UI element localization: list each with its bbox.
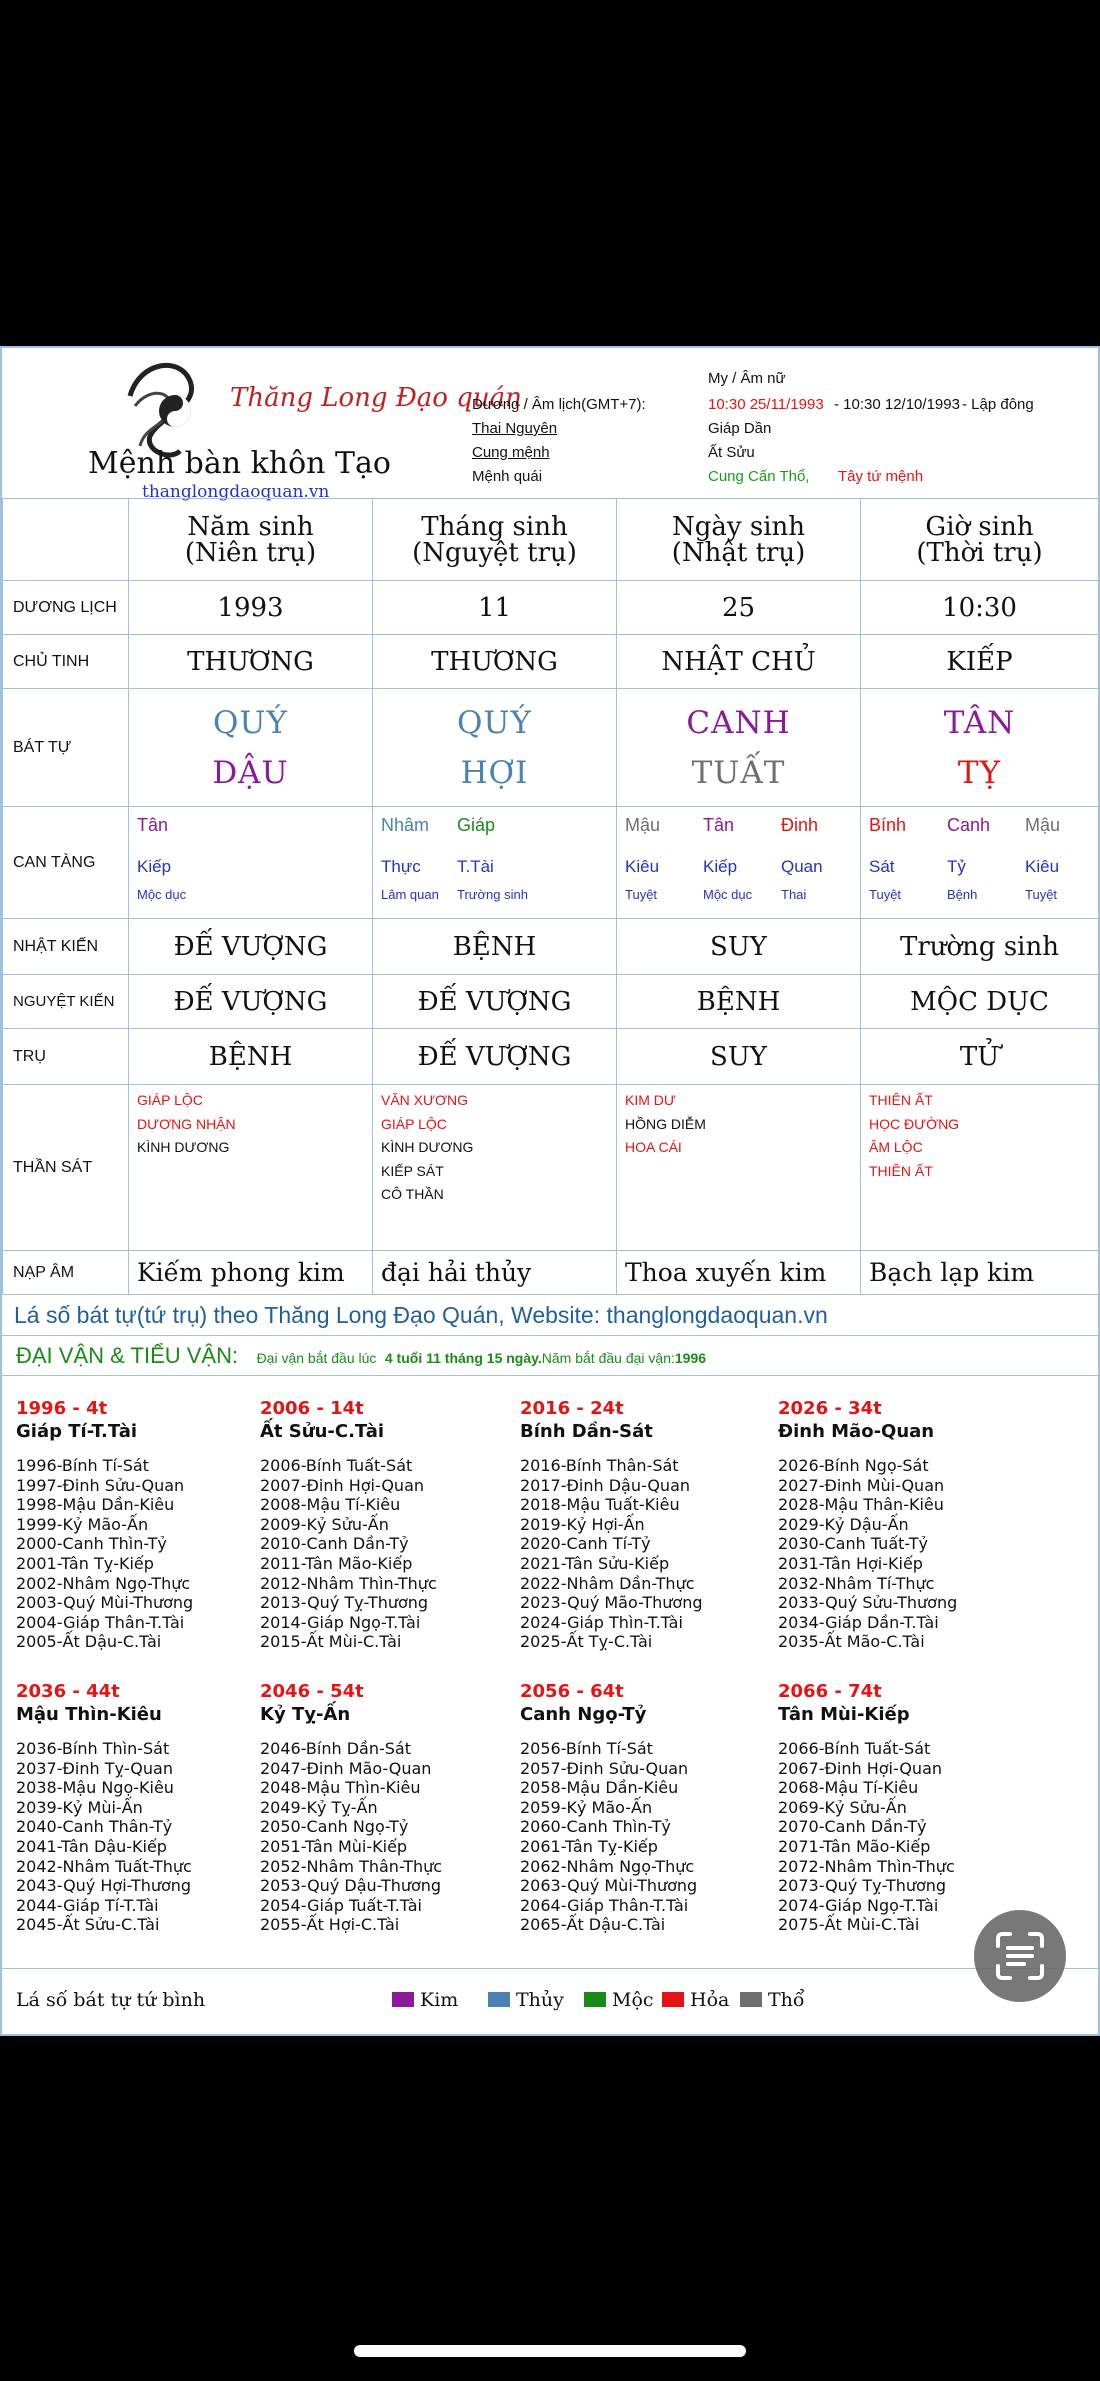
life-stage: Thai xyxy=(781,887,807,902)
nhat-kien-value: ĐẾ VƯỢNG xyxy=(129,919,373,975)
pillar-year xyxy=(129,689,373,807)
ten-god: Kiêu xyxy=(625,857,660,876)
row-label: NGUYỆT KIẾN xyxy=(3,975,129,1029)
row-nhat-kien xyxy=(3,919,1099,975)
cung-menh-value: Ất Sửu xyxy=(708,444,755,461)
hidden-stem: Đinh xyxy=(781,815,819,835)
col-hour: Giờ sinh (Thời trụ) xyxy=(861,499,1099,581)
bazi-chart-sheet xyxy=(0,346,1100,2036)
star-item: GIÁP LỘC xyxy=(137,1092,203,1108)
moc-swatch xyxy=(584,1992,606,2007)
earthly-branch: TỴ xyxy=(957,754,1002,791)
kim-swatch xyxy=(392,1992,414,2007)
row-label: NHẬT KIẾN xyxy=(3,919,129,975)
month-value: 11 xyxy=(373,581,617,635)
ten-god: T.Tài xyxy=(457,857,494,876)
ten-god: Kiêu xyxy=(1025,857,1060,876)
life-stage: Bệnh xyxy=(947,887,978,902)
cung-menh-label: Cung mệnh xyxy=(472,444,550,461)
element-legend xyxy=(2,1968,1098,2035)
star-item: DƯƠNG NHẬN xyxy=(137,1115,236,1132)
nguyet-kien-value: BỆNH xyxy=(617,975,861,1029)
life-stage: Lâm quan xyxy=(381,887,439,902)
life-stage: Tuyệt xyxy=(1025,887,1058,902)
year-list: 2036-Bính Thìn-Sát 2037-Đinh Tỵ-Quan 2038-Mậu Ngọ-Kiêu 2039-Kỷ Mùi-Ấn 2040-Canh Thân-Tỷ 2041-Tân Dậu-Kiếp 2042-Nhâm Tuất-Thực 2043-Quý Hợi-Thương 2044-Giáp Tí-T.Tài 2045-Ất Sửu-C.Tài xyxy=(16,1739,192,1935)
life-stage: Tuyệt xyxy=(869,887,902,902)
tru-value: TỬ xyxy=(861,1029,1099,1085)
row-label: CAN TÀNG xyxy=(3,807,129,919)
table-header-row xyxy=(3,499,1099,581)
star-item: KIẾP SÁT xyxy=(381,1162,444,1179)
row-chu-tinh xyxy=(3,635,1099,689)
text-scan-icon xyxy=(974,1910,1066,2002)
dai-van-start-year: 1996 xyxy=(674,1350,707,1366)
chu-tinh-value: THƯƠNG xyxy=(129,635,373,689)
year-list: 2006-Bính Tuất-Sát 2007-Đinh Hợi-Quan 2008-Mậu Tí-Kiêu 2009-Kỷ Sửu-Ấn 2010-Canh Dần-Tỷ 2011-Tân Mão-Kiếp 2012-Nhâm Thìn-Thực 2013-Quý Tỵ-Thương 2014-Giáp Ngọ-T.Tài 2015-Ất Mùi-C.Tài xyxy=(260,1456,437,1652)
pillars-table xyxy=(2,498,1099,1295)
hidden-stem: Tân xyxy=(137,815,169,835)
period-block: 2066 - 74t Tân Mùi-Kiếp 2066-Bính Tuất-Sát 2067-Đinh Hợi-Quan 2068-Mậu Tí-Kiêu 2069-Kỷ Sửu-Ấn 2070-Canh Dần-Tỷ 2071-Tân Mão-Kiếp 2072-Nhâm Thìn-Thực 2073-Quý Tỵ-Thương 2074-Giáp Ngọ-T.Tài 2075-Ất Mùi-C.Tài xyxy=(778,1681,1028,1935)
corner-cell xyxy=(3,499,129,581)
earthly-branch: DẬU xyxy=(212,754,289,791)
ten-god: Kiếp xyxy=(137,857,172,876)
star-item: HOA CÁI xyxy=(625,1139,682,1155)
tho-swatch xyxy=(740,1992,762,2007)
menh-quai-value: Cung Cấn Thổ, xyxy=(708,468,810,485)
hidden-stem: Mậu xyxy=(1025,815,1061,835)
menh-quai-group: Tây tứ mệnh xyxy=(838,468,924,485)
chu-tinh-value: NHẬT CHỦ xyxy=(617,635,861,689)
row-label: NẠP ÂM xyxy=(3,1251,129,1295)
than-sat-hour xyxy=(861,1085,1099,1251)
legend-tho: Thổ xyxy=(740,1989,805,2011)
dai-van-title: ĐẠI VẬN & TIỂU VẬN: xyxy=(16,1343,239,1368)
star-item: CÔ THẦN xyxy=(381,1186,444,1202)
pillar-day xyxy=(617,689,861,807)
heavenly-stem: TÂN xyxy=(943,704,1016,741)
row-label: TRỤ xyxy=(3,1029,129,1085)
hidden-stem: Bính xyxy=(869,815,907,835)
row-label: DƯƠNG LỊCH xyxy=(3,581,129,635)
year-list: 2046-Bính Dần-Sát 2047-Đinh Mão-Quan 2048-Mậu Thìn-Kiêu 2049-Kỷ Tỵ-Ấn 2050-Canh Ngọ-Tỷ 2051-Tân Mùi-Kiếp 2052-Nhâm Thân-Thực 2053-Quý Dậu-Thương 2054-Giáp Tuất-T.Tài 2055-Ất Hợi-C.Tài xyxy=(260,1739,443,1935)
hidden-stem: Giáp xyxy=(457,815,496,835)
legend-hoa: Hỏa xyxy=(662,1989,729,2011)
ten-god: Tỷ xyxy=(947,857,966,876)
row-duong-lich xyxy=(3,581,1099,635)
col-month: Tháng sinh (Nguyệt trụ) xyxy=(373,499,617,581)
nguyet-kien-value: MỘC DỤC xyxy=(861,975,1099,1029)
page-title: Mệnh bàn khôn Tạo xyxy=(88,446,391,481)
solar-date: 10:30 25/11/1993 xyxy=(708,396,824,413)
period-block: 1996 - 4t Giáp Tí-T.Tài 1996-Bính Tí-Sát 1997-Đinh Sửu-Quan 1998-Mậu Dần-Kiêu 1999-Kỷ Mão-Ấn 2000-Canh Thìn-Tỷ 2001-Tân Tỵ-Kiếp 2002-Nhâm Ngọ-Thực 2003-Quý Mùi-Thương 2004-Giáp Thân-T.Tài 2005-Ất Dậu-C.Tài xyxy=(16,1398,266,1652)
nhat-kien-value: SUY xyxy=(617,919,861,975)
ten-god: Kiếp xyxy=(703,857,738,876)
solar-term: - Lập đông xyxy=(962,396,1034,413)
star-item: HỒNG DIỄM xyxy=(625,1115,706,1132)
chart-header xyxy=(2,348,1098,502)
ten-god: Sát xyxy=(869,857,895,876)
dai-van-note: Đại vận bắt đầu lúc xyxy=(256,1350,377,1366)
site-link[interactable]: thanglongdaoquan.vn xyxy=(142,482,330,502)
star-item: KÌNH DƯƠNG xyxy=(381,1139,474,1155)
star-item: ÂM LỘC xyxy=(869,1139,923,1155)
than-sat-day xyxy=(617,1085,861,1251)
pillar-hour xyxy=(861,689,1099,807)
person-name: My / Âm nữ xyxy=(708,370,786,387)
hidden-stem: Canh xyxy=(947,815,991,835)
tru-value: ĐẾ VƯỢNG xyxy=(373,1029,617,1085)
star-item: HỌC ĐƯỜNG xyxy=(869,1115,960,1132)
legend-label: Lá số bát tự tứ bình xyxy=(16,1989,206,2011)
nap-am-value: Thoa xuyến kim xyxy=(617,1251,861,1295)
year-list: 2026-Bính Ngọ-Sát 2027-Đinh Mùi-Quan 2028-Mậu Thân-Kiêu 2029-Kỷ Dậu-Ấn 2030-Canh Tuất-Tỷ 2031-Tân Hợi-Kiếp 2032-Nhâm Tí-Thực 2033-Quý Sửu-Thương 2034-Giáp Dần-T.Tài 2035-Ất Mão-C.Tài xyxy=(778,1456,958,1652)
life-stage: Trường sinh xyxy=(457,887,528,902)
year-list: 2066-Bính Tuất-Sát 2067-Đinh Hợi-Quan 2068-Mậu Tí-Kiêu 2069-Kỷ Sửu-Ấn 2070-Canh Dần-Tỷ 2071-Tân Mão-Kiếp 2072-Nhâm Thìn-Thực 2073-Quý Tỵ-Thương 2074-Giáp Ngọ-T.Tài 2075-Ất Mùi-C.Tài xyxy=(778,1739,955,1935)
row-than-sat xyxy=(3,1085,1099,1251)
thai-nguyen-label: Thai Nguyên xyxy=(472,420,558,437)
hoa-swatch xyxy=(662,1992,684,2007)
life-stage: Mộc dục xyxy=(137,887,187,902)
hidden-stem: Mậu xyxy=(625,815,661,835)
period-block: 2046 - 54t Kỷ Tỵ-Ấn 2046-Bính Dần-Sát 2047-Đinh Mão-Quan 2048-Mậu Thìn-Kiêu 2049-Kỷ Tỵ-Ấn 2050-Canh Ngọ-Tỷ 2051-Tân Mùi-Kiếp 2052-Nhâm Thân-Thực 2053-Quý Dậu-Thương 2054-Giáp Tuất-T.Tài 2055-Ất Hợi-C.Tài xyxy=(260,1681,510,1935)
legend-moc: Mộc xyxy=(584,1989,654,2011)
nap-am-value: Bạch lạp kim xyxy=(861,1251,1099,1295)
can-tang-year xyxy=(129,807,373,919)
life-stage: Mộc dục xyxy=(703,887,753,902)
row-can-tang xyxy=(3,807,1099,919)
row-bat-tu xyxy=(3,689,1099,807)
home-indicator[interactable] xyxy=(354,2345,746,2357)
ten-god: Thực xyxy=(381,857,421,876)
row-tru xyxy=(3,1029,1099,1085)
tru-value: SUY xyxy=(617,1029,861,1085)
legend-thuy: Thủy xyxy=(488,1989,564,2011)
hour-value: 10:30 xyxy=(861,581,1099,635)
nap-am-value: đại hải thủy xyxy=(373,1251,617,1295)
than-sat-month xyxy=(373,1085,617,1251)
chu-tinh-value: THƯƠNG xyxy=(373,635,617,689)
row-nguyet-kien xyxy=(3,975,1099,1029)
thai-nguyen-value: Giáp Dần xyxy=(708,420,772,437)
nhat-kien-value: Trường sinh xyxy=(861,919,1099,975)
chu-tinh-value: KIẾP xyxy=(861,635,1099,689)
period-block: 2016 - 24t Bính Dần-Sát 2016-Bính Thân-Sát 2017-Đinh Dậu-Quan 2018-Mậu Tuất-Kiêu 2019-Kỷ Hợi-Ấn 2020-Canh Tí-Tỷ 2021-Tân Sửu-Kiếp 2022-Nhâm Dần-Thực 2023-Quý Mão-Thương 2024-Giáp Thìn-T.Tài 2025-Ất Tỵ-C.Tài xyxy=(520,1398,770,1652)
star-item: THIÊN ẤT xyxy=(869,1162,933,1179)
can-tang-month xyxy=(373,807,617,919)
col-day: Ngày sinh (Nhật trụ) xyxy=(617,499,861,581)
star-item: GIÁP LỘC xyxy=(381,1115,447,1132)
dai-van-heading xyxy=(2,1336,1098,1376)
date-label: Dương / Âm lịch(GMT+7): xyxy=(472,396,646,413)
than-sat-year xyxy=(129,1085,373,1251)
row-label: BÁT TỰ xyxy=(3,689,129,807)
ten-god: Quan xyxy=(781,857,823,876)
year-list: 2056-Bính Tí-Sát 2057-Đinh Sửu-Quan 2058-Mậu Dần-Kiêu 2059-Kỷ Mão-Ấn 2060-Canh Thìn-Tỷ 2061-Tân Tỵ-Kiếp 2062-Nhâm Ngọ-Thực 2063-Quý Mùi-Thương 2064-Giáp Thân-T.Tài 2065-Ất Dậu-C.Tài xyxy=(520,1739,698,1935)
nap-am-value: Kiếm phong kim xyxy=(129,1251,373,1295)
star-item: KÌNH DƯƠNG xyxy=(137,1139,230,1155)
row-label: CHỦ TINH xyxy=(3,635,129,689)
thuy-swatch xyxy=(488,1992,510,2007)
heavenly-stem: QUÝ xyxy=(456,704,532,741)
website-banner: Lá số bát tự(tứ trụ) theo Thăng Long Đạo Quán, Website: thanglongdaoquan.vn xyxy=(2,1294,1098,1336)
can-tang-day xyxy=(617,807,861,919)
nhat-kien-value: BỆNH xyxy=(373,919,617,975)
year-list: 1996-Bính Tí-Sát 1997-Đinh Sửu-Quan 1998-Mậu Dần-Kiêu 1999-Kỷ Mão-Ấn 2000-Canh Thìn-Tỷ 2001-Tân Tỵ-Kiếp 2002-Nhâm Ngọ-Thực 2003-Quý Mùi-Thương 2004-Giáp Thân-T.Tài 2005-Ất Dậu-C.Tài xyxy=(16,1456,194,1652)
year-list: 2016-Bính Thân-Sát 2017-Đinh Dậu-Quan 2018-Mậu Tuất-Kiêu 2019-Kỷ Hợi-Ấn 2020-Canh Tí-Tỷ 2021-Tân Sửu-Kiếp 2022-Nhâm Dần-Thực 2023-Quý Mão-Thương 2024-Giáp Thìn-T.Tài 2025-Ất Tỵ-C.Tài xyxy=(520,1456,703,1652)
day-value: 25 xyxy=(617,581,861,635)
menh-quai-label: Mệnh quái xyxy=(472,468,543,485)
dai-van-note-suffix: Năm bắt đầu đại vận: xyxy=(541,1350,675,1366)
nguyet-kien-value: ĐẾ VƯỢNG xyxy=(129,975,373,1029)
luck-periods xyxy=(16,1398,1096,1958)
period-block: 2036 - 44t Mậu Thìn-Kiêu 2036-Bính Thìn-Sát 2037-Đinh Tỵ-Quan 2038-Mậu Ngọ-Kiêu 2039-Kỷ Mùi-Ấn 2040-Canh Thân-Tỷ 2041-Tân Dậu-Kiếp 2042-Nhâm Tuất-Thực 2043-Quý Hợi-Thương 2044-Giáp Tí-T.Tài 2045-Ất Sửu-C.Tài xyxy=(16,1681,266,1935)
can-tang-hour xyxy=(861,807,1099,919)
heavenly-stem: QUÝ xyxy=(212,704,288,741)
period-block: 2026 - 34t Đinh Mão-Quan 2026-Bính Ngọ-Sát 2027-Đinh Mùi-Quan 2028-Mậu Thân-Kiêu 2029-Kỷ Dậu-Ấn 2030-Canh Tuất-Tỷ 2031-Tân Hợi-Kiếp 2032-Nhâm Tí-Thực 2033-Quý Sửu-Thương 2034-Giáp Dần-T.Tài 2035-Ất Mão-C.Tài xyxy=(778,1398,1028,1652)
period-block: 2006 - 14t Ất Sửu-C.Tài 2006-Bính Tuất-Sát 2007-Đinh Hợi-Quan 2008-Mậu Tí-Kiêu 2009-Kỷ Sửu-Ấn 2010-Canh Dần-Tỷ 2011-Tân Mão-Kiếp 2012-Nhâm Thìn-Thực 2013-Quý Tỵ-Thương 2014-Giáp Ngọ-T.Tài 2015-Ất Mùi-C.Tài xyxy=(260,1398,510,1652)
tru-value: BỆNH xyxy=(129,1029,373,1085)
life-stage: Tuyệt xyxy=(625,887,658,902)
star-item: VĂN XƯƠNG xyxy=(381,1092,468,1108)
lunar-date: - 10:30 12/10/1993 xyxy=(834,396,960,413)
nguyet-kien-value: ĐẾ VƯỢNG xyxy=(373,975,617,1029)
legend-kim: Kim xyxy=(392,1989,458,2011)
star-item: THIÊN ẤT xyxy=(869,1092,933,1108)
hidden-stem: Tân xyxy=(703,815,735,835)
heavenly-stem: CANH xyxy=(686,704,791,741)
row-nap-am xyxy=(3,1251,1099,1295)
hidden-stem: Nhâm xyxy=(381,815,430,835)
earthly-branch: TUẤT xyxy=(691,754,786,791)
pillar-month xyxy=(373,689,617,807)
text-scan-button[interactable] xyxy=(974,1910,1066,2002)
star-item: KIM DƯ xyxy=(625,1092,676,1108)
row-label: THẦN SÁT xyxy=(3,1085,129,1251)
dai-van-age: 4 tuổi 11 tháng 15 ngày. xyxy=(384,1350,542,1366)
earthly-branch: HỢI xyxy=(460,754,529,791)
period-block: 2056 - 64t Canh Ngọ-Tỷ 2056-Bính Tí-Sát 2057-Đinh Sửu-Quan 2058-Mậu Dần-Kiêu 2059-Kỷ Mão-Ấn 2060-Canh Thìn-Tỷ 2061-Tân Tỵ-Kiếp 2062-Nhâm Ngọ-Thực 2063-Quý Mùi-Thương 2064-Giáp Thân-T.Tài 2065-Ất Dậu-C.Tài xyxy=(520,1681,770,1935)
col-year: Năm sinh (Niên trụ) xyxy=(129,499,373,581)
logo-wordmark: Thăng Long Đạo quán xyxy=(230,383,522,413)
year-value: 1993 xyxy=(129,581,373,635)
